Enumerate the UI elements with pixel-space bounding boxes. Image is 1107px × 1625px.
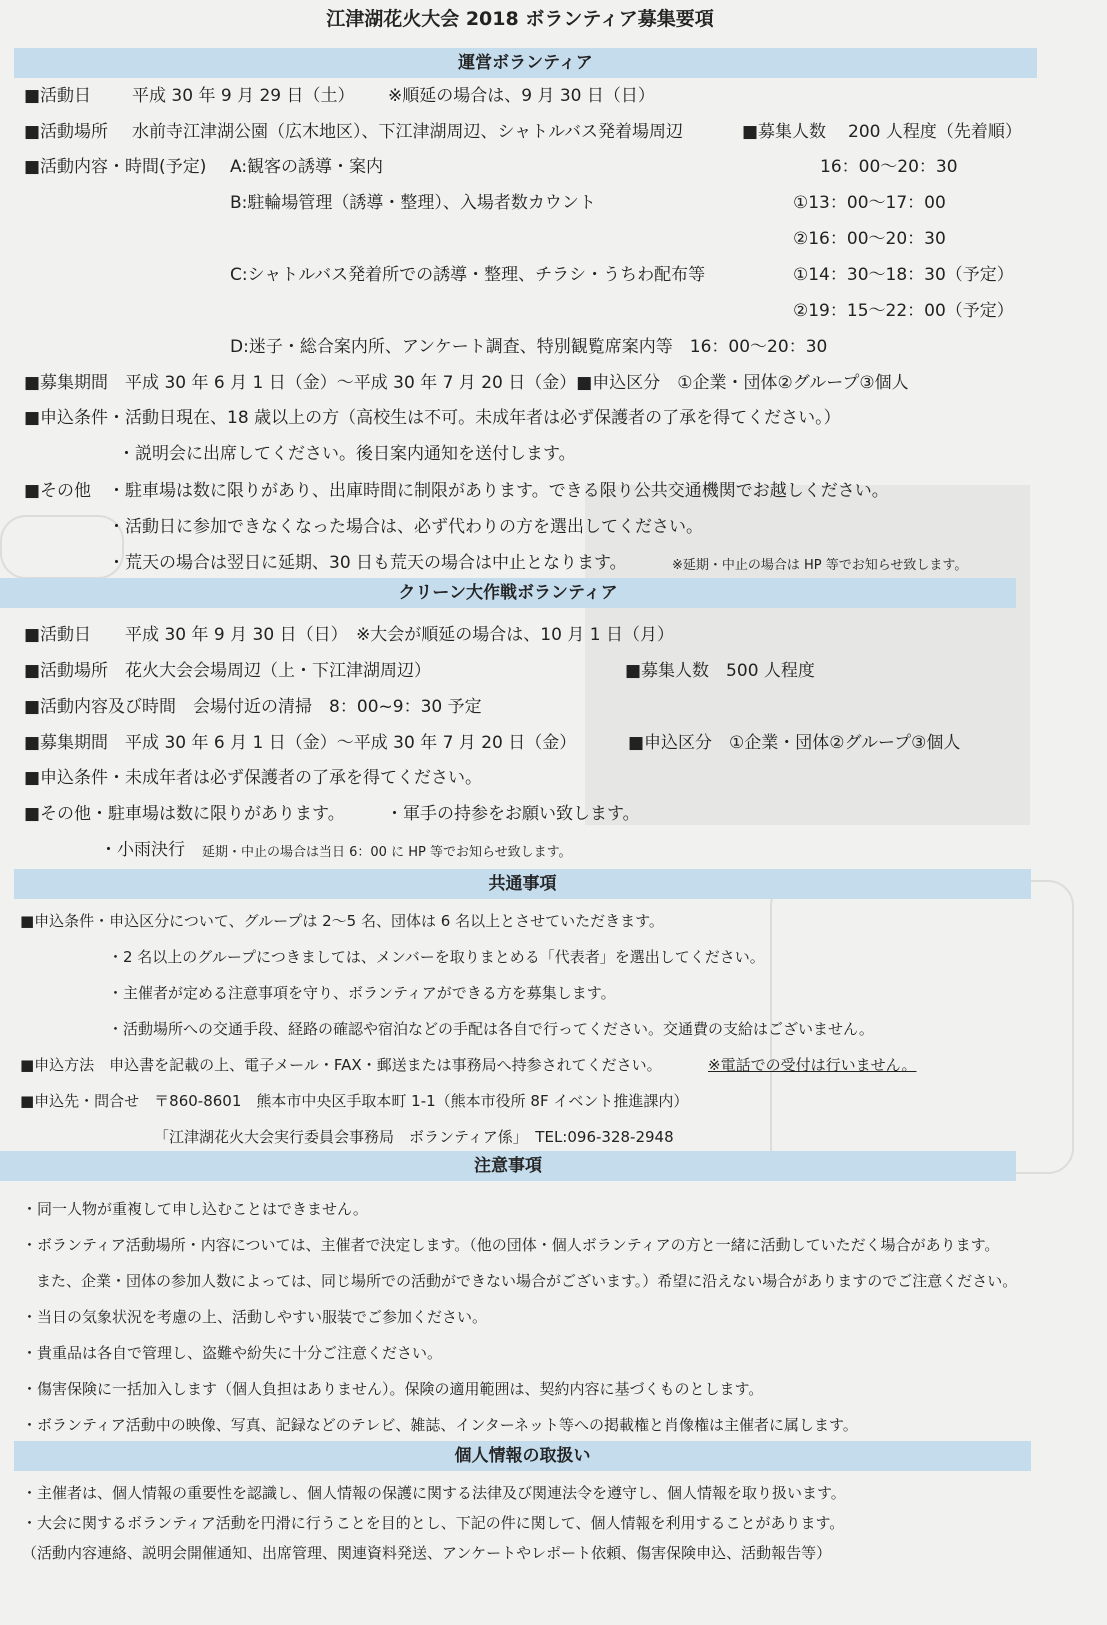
clean-place-line: ■活動場所 花火大会会場周辺（上・下江津湖周辺） (24, 661, 432, 681)
bleed-through-text (130, 230, 170, 337)
caution-item: また、企業・団体の参加人数によっては、同じ場所での活動ができない場合がございます。）希望に沿えない場合がありますのでご注意ください。 (36, 1272, 1018, 1290)
caution-item: ・同一人物が重複して申し込むことはできません。 (22, 1200, 368, 1218)
unei-activity-b-time2: ②16：00～20：30 (793, 229, 946, 249)
section-heading-clean: クリーン大作戦ボランティア (0, 578, 1016, 608)
clean-other-line2: ・軍手の持参をお願い致します。 (386, 804, 640, 824)
common-line1: ■申込条件・申込区分について、グループは 2～5 名、団体は 6 名以上とさせていただきます。 (20, 912, 664, 930)
clean-content-line: ■活動内容及び時間 会場付近の清掃 8：00~9：30 予定 (24, 697, 482, 717)
page-title: 江津湖花火大会 2018 ボランティア募集要項 (326, 8, 714, 30)
clean-other-note: 延期・中止の場合は当日 6：00 に HP 等でお知らせ致します。 (202, 845, 572, 860)
caution-item: ・ボランティア活動場所・内容については、主催者で決定します。（他の団体・個人ボランティアの方と一緒に活動していただく場合があります。 (22, 1236, 1000, 1254)
unei-activity-c-time1: ①14：30～18：30（予定） (793, 265, 1014, 285)
common-contact-line2: 「江津湖花火大会実行委員会事務局 ボランティア係」 TEL:096-328-2948 (154, 1128, 674, 1146)
unei-activity-d: D:迷子・総合案内所、アンケート調査、特別観覧席案内等 16：00～20：30 (230, 337, 828, 357)
unei-place-value: 水前寺江津湖公園（広木地区）、下江津湖周辺、シャトルバス発着場周辺 (132, 122, 683, 142)
common-line2: ・2 名以上のグループにつきましては、メンバーを取りまとめる「代表者」を選出してください。 (108, 948, 765, 966)
unei-other-line3: ・荒天の場合は翌日に延期、30 日も荒天の場合は中止となります。 (108, 553, 627, 573)
unei-period-line: ■募集期間 平成 30 年 6 月 1 日（金）～平成 30 年 7 月 20 日（金）■申込区分 ①企業・団体②グループ③個人 (24, 373, 909, 393)
common-contact-line: ■申込先・問合せ 〒860-8601 熊本市中央区手取本町 1-1（熊本市役所 8F イベント推進課内） (20, 1092, 689, 1110)
caution-item: ・貴重品は各自で管理し、盗難や紛失に十分ご注意ください。 (22, 1344, 443, 1362)
unei-activity-c: C:シャトルバス発着所での誘導・整理、チラシ・うちわ配布等 (230, 265, 706, 285)
unei-activity-b-time1: ①13：00～17：00 (793, 193, 946, 213)
unei-other-line1: ■その他 ・駐車場は数に限りがあり、出庫時間に制限があります。できる限り公共交通機関でお越しください。 (24, 481, 889, 501)
unei-cond-line1: ■申込条件・活動日現在、18 歳以上の方（高校生は不可。未成年者は必ず保護者の了承を得てください。） (24, 408, 841, 428)
clean-class-line: ■申込区分 ①企業・団体②グループ③個人 (628, 733, 961, 753)
unei-other-note: ※延期・中止の場合は HP 等でお知らせ致します。 (672, 558, 968, 573)
clean-other-line1: ■その他・駐車場は数に限りがあります。 (24, 804, 345, 824)
clean-period-line: ■募集期間 平成 30 年 6 月 1 日（金）～平成 30 年 7 月 20 日（金） (24, 733, 577, 753)
privacy-item: （活動内容連絡、説明会開催通知、出席管理、関連資料発送、アンケートやレポート依頼、傷害保険申込、活動報告等） (22, 1544, 832, 1562)
unei-cond-line2: ・説明会に出席してください。後日案内通知を送付します。 (118, 444, 576, 464)
section-heading-privacy: 個人情報の取扱い (14, 1441, 1031, 1471)
section-heading-unei: 運営ボランティア (14, 48, 1037, 78)
section-heading-caution: 注意事項 (0, 1151, 1016, 1181)
common-line4: ・活動場所への交通手段、経路の確認や宿泊などの手配は各自で行ってください。交通費の支給はございません。 (108, 1020, 874, 1038)
clean-other-line3: ・小雨決行 (100, 840, 185, 860)
unei-activity-a-time: 16：00～20：30 (820, 157, 958, 177)
privacy-item: ・主催者は、個人情報の重要性を認識し、個人情報の保護に関する法律及び関連法令を遵守し、個人情報を取り扱います。 (22, 1484, 846, 1502)
clean-cond-line: ■申込条件・未成年者は必ず保護者の了承を得てください。 (24, 768, 483, 788)
unei-recruit-label: ■募集人数 (742, 122, 827, 142)
clean-date-line: ■活動日 平成 30 年 9 月 30 日（日） ※大会が順延の場合は、10 月 1 日（月） (24, 625, 674, 645)
common-method-note: ※電話での受付は行いません。 (708, 1056, 917, 1074)
section-heading-common: 共通事項 (14, 869, 1031, 899)
common-method-line: ■申込方法 申込書を記載の上、電子メール・FAX・郵送または事務局へ持参されてください。 (20, 1056, 662, 1074)
unei-content-label: ■活動内容・時間(予定) (24, 157, 207, 177)
unei-date-label: ■活動日 (24, 86, 92, 106)
unei-activity-b: B:駐輪場管理（誘導・整理）、入場者数カウント (230, 193, 596, 213)
common-line3: ・主催者が定める注意事項を守り、ボランティアができる方を募集します。 (108, 984, 616, 1002)
caution-item: ・当日の気象状況を考慮の上、活動しやすい服装でご参加ください。 (22, 1308, 488, 1326)
privacy-item: ・大会に関するボランティア活動を円滑に行うことを目的とし、下記の件に関して、個人情報を利用することがあります。 (22, 1514, 845, 1532)
bleed-through-box (0, 515, 124, 579)
unei-place-label: ■活動場所 (24, 122, 109, 142)
unei-other-line2: ・活動日に参加できなくなった場合は、必ず代わりの方を選出してください。 (108, 517, 703, 537)
caution-item: ・傷害保険に一括加入します（個人負担はありません）。保険の適用範囲は、契約内容に基づくものとします。 (22, 1380, 764, 1398)
caution-item: ・ボランティア活動中の映像、写真、記録などのテレビ、雑誌、インターネット等への掲載権と肖像権は主催者に属します。 (22, 1416, 858, 1434)
clean-recruit-line: ■募集人数 500 人程度 (625, 661, 815, 681)
unei-date-note: ※順延の場合は、9 月 30 日（日） (388, 86, 655, 106)
unei-activity-c-time2: ②19：15～22：00（予定） (793, 301, 1014, 321)
unei-date-value: 平成 30 年 9 月 29 日（土） (132, 86, 355, 106)
unei-recruit-value: 200 人程度（先着順） (848, 122, 1022, 142)
unei-activity-a: A:観客の誘導・案内 (230, 157, 384, 177)
